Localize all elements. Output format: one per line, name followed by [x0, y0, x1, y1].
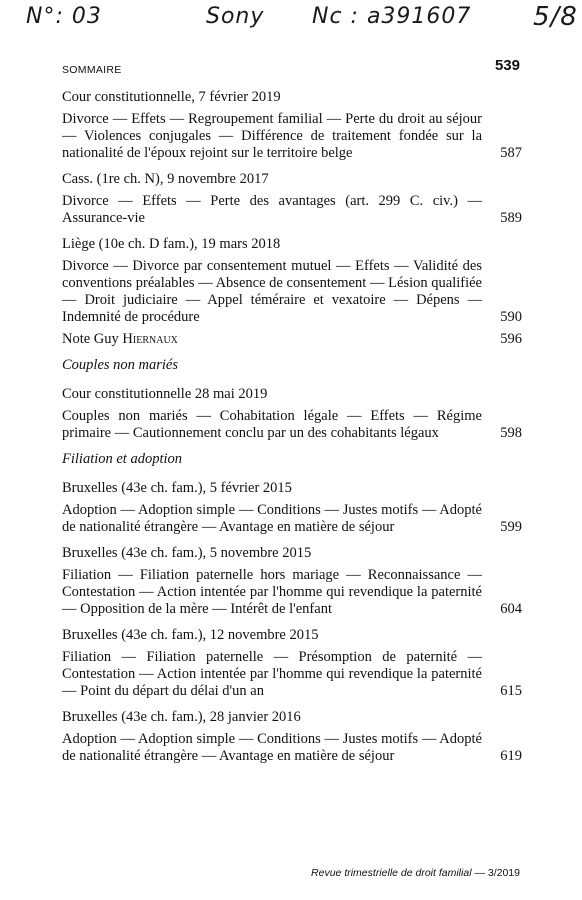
court-line: Bruxelles (43e ch. fam.), 5 novembre 2015: [62, 545, 312, 561]
handwritten-nc-code: Nc : a391607: [312, 4, 472, 29]
handwritten-scribble: Sony: [206, 4, 265, 29]
entry-text: Filiation — Filiation paternelle hors mariage — Reconnaissance — Contestation — Action intentée par l'homme qui revendique la paternité — Opposition de la mère — Intérêt de l'enfant: [62, 567, 482, 617]
note-prefix: Note Guy: [62, 331, 123, 347]
summary-entry: [62, 731, 522, 765]
summary-entry: [62, 258, 522, 326]
entry-page: 604: [500, 601, 522, 617]
summary-entry: [62, 649, 522, 700]
entry-text: Divorce — Divorce par consentement mutuel — Effets — Validité des conventions préalables — Absence de consentement — Lésion qualifiée — Droit judiciaire — Appel téméraire et vexatoire — Dépens — Indemnité de procédure: [62, 258, 482, 325]
entry-page: 619: [500, 748, 522, 764]
note-entry: [62, 331, 522, 348]
summary-entry: [62, 502, 522, 536]
entry-page: 598: [500, 425, 522, 441]
entry-text: Filiation — Filiation paternelle — Présomption de paternité — Contestation — Action intentée par l'homme qui revendique la paternité — Point du départ du délai d'un an: [62, 649, 482, 699]
court-line: Cass. (1re ch. N), 9 novembre 2017: [62, 171, 269, 187]
entry-text: Divorce — Effets — Perte des avantages (art. 299 C. civ.) — Assurance-vie: [62, 193, 482, 226]
court-line: Liège (10e ch. D fam.), 19 mars 2018: [62, 236, 281, 252]
header-title: SOMMAIRE: [62, 64, 122, 76]
court-line: Cour constitutionnelle, 7 février 2019: [62, 89, 281, 105]
entry-page: 599: [500, 519, 522, 535]
entry-page: 615: [500, 683, 522, 699]
entry-page: 589: [500, 210, 522, 226]
court-line: Bruxelles (43e ch. fam.), 5 février 2015: [62, 480, 292, 496]
section-heading: Filiation et adoption: [62, 451, 183, 467]
entry-text: Divorce — Effets — Regroupement familial — Perte du droit au séjour — Violences conjugales — Différence de traitement fondée sur la nationalité de l'époux rejoint sur le territoire belge: [62, 111, 482, 161]
entry-text: Couples non mariés — Cohabitation légale — Effets — Régime primaire — Cautionnement conclu par un des cohabitants légaux: [62, 408, 482, 441]
handwritten-ref-number: N°: 03: [26, 4, 102, 29]
footer-journal: Revue trimestrielle de droit familial: [311, 867, 472, 879]
page-footer: [311, 867, 520, 879]
section-heading: Couples non mariés: [62, 357, 178, 373]
note-text: [62, 331, 482, 348]
table-of-contents: [62, 89, 522, 774]
court-line: Bruxelles (43e ch. fam.), 28 janvier 2016: [62, 709, 301, 725]
court-line: Cour constitutionnelle 28 mai 2019: [62, 386, 268, 402]
footer-issue: 3/2019: [487, 867, 520, 879]
summary-entry: [62, 193, 522, 227]
page-header: [62, 57, 520, 78]
summary-entry: [62, 567, 522, 618]
note-author: Hiernaux: [122, 331, 178, 347]
entry-page: 590: [500, 309, 522, 325]
summary-entry: [62, 111, 522, 162]
court-line: Bruxelles (43e ch. fam.), 12 novembre 2015: [62, 627, 319, 643]
handwritten-fraction: 5/8: [533, 2, 578, 32]
entry-page: 587: [500, 145, 522, 161]
footer-separator: —: [471, 867, 488, 879]
entry-page: 596: [500, 331, 522, 347]
summary-entry: [62, 408, 522, 442]
header-page-number: 539: [494, 57, 520, 74]
entry-text: Adoption — Adoption simple — Conditions — Justes motifs — Adopté de nationalité étrangère — Avantage en matière de séjour: [62, 502, 482, 535]
entry-text: Adoption — Adoption simple — Conditions — Justes motifs — Adopté de nationalité étrangère — Avantage en matière de séjour: [62, 731, 482, 764]
